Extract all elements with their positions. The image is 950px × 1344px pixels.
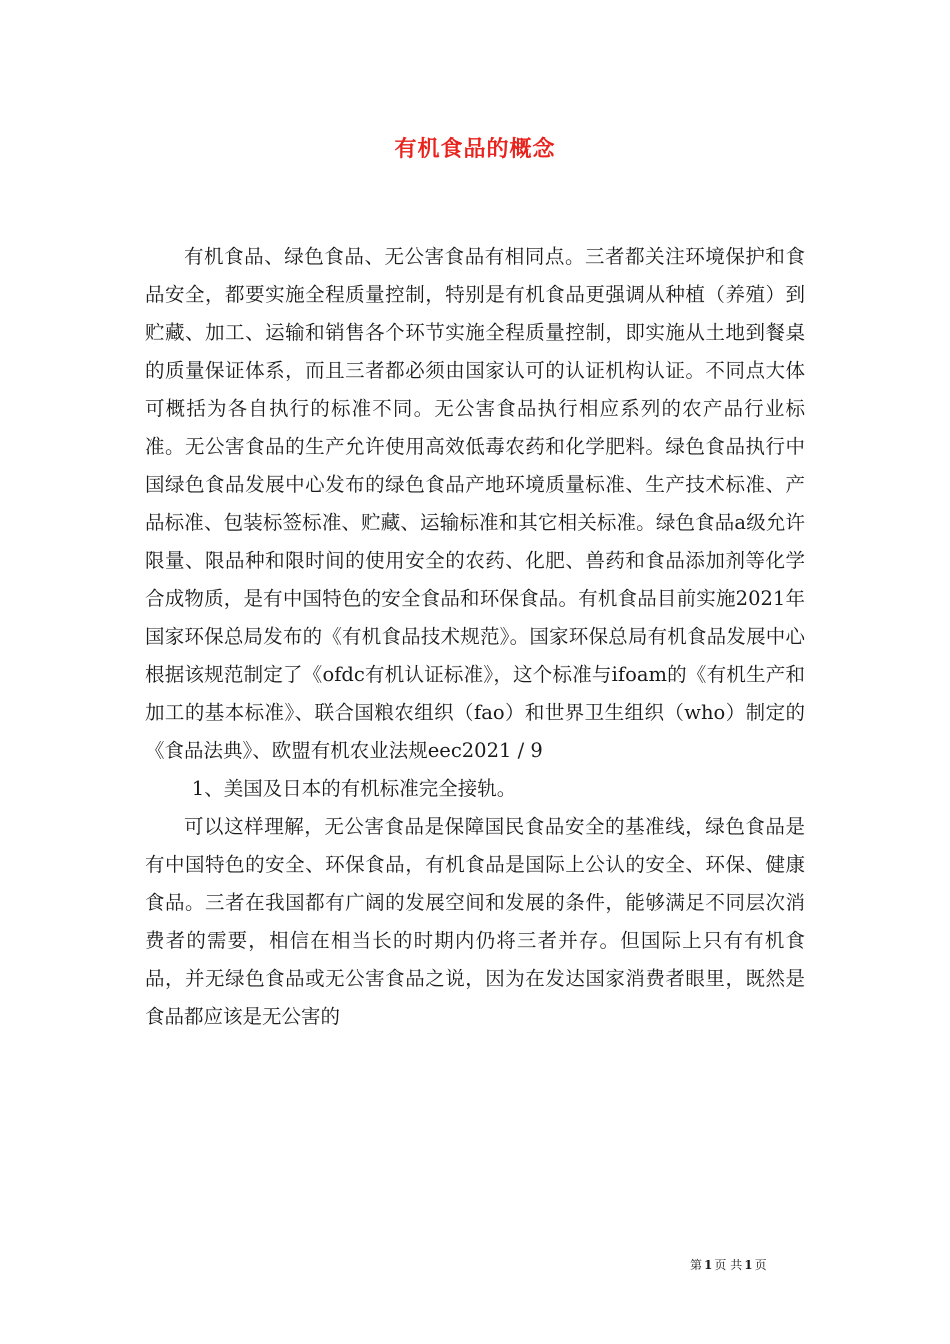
paragraph-2: 1、美国及日本的有机标准完全接轨。 bbox=[191, 777, 517, 800]
paragraph-1: 有机食品、绿色食品、无公害食品有相同点。三者都关注环境保护和食品安全，都要实施全程质量控制，特别是有机食品更强调从种植（养殖）到贮藏、加工、运输和销售各个环节实施全程质量控制，即实施从土地到餐桌的质量保证体系，而且三者都必须由国家认可的认证机构认证。不同点大体可概括为各自执行的标准不同。无公害食品执行相应系列的农产品行业标准。无公害食品的生产允许使用高效低毒农药和化学肥料。绿色食品执行中国绿色食品发展中心发布的绿色食品产地环境质量标准、生产技术标准、产品标准、包装标签标准、贮藏、运输标准和其它相关标准。绿色食品a级允许限量、限品种和限时间的使用安全的农药、化肥、兽药和食品添加剂等化学合成物质，是有中国特色的安全食品和环保食品。有机食品目前实施2021年国家环保总局发布的《有机食品技术规范》。国家环保总局有机食品发展中心根据该规范制定了《ofdc有机认证标准》，这个标准与ifoam的《有机生产和加工的基本标准》、联合国粮农组织（fao）和世界卫生组织（who）制定的《食品法典》、欧盟有机农业法规eec2021 / 9 bbox=[145, 245, 805, 762]
footer-middle: 页 共 bbox=[714, 1258, 743, 1272]
paragraph-3: 可以这样理解，无公害食品是保障国民食品安全的基准线，绿色食品是有中国特色的安全、环保食品，有机食品是国际上公认的安全、环保、健康食品。三者在我国都有广阔的发展空间和发展的条件，能够满足不同层次消费者的需要，相信在相当长的时期内仍将三者并存。但国际上只有有机食品，并无绿色食品或无公害食品之说，因为在发达国家消费者眼里，既然是食品都应该是无公害的 bbox=[145, 815, 805, 1028]
footer-suffix: 页 bbox=[754, 1258, 767, 1272]
footer-current-page: 1 bbox=[704, 1258, 713, 1272]
page-footer bbox=[690, 1256, 820, 1273]
footer-prefix: 第 bbox=[690, 1258, 703, 1272]
document-title: 有机食品的概念 bbox=[394, 136, 556, 162]
footer-total-pages: 1 bbox=[744, 1258, 753, 1272]
document-body bbox=[145, 238, 805, 1036]
